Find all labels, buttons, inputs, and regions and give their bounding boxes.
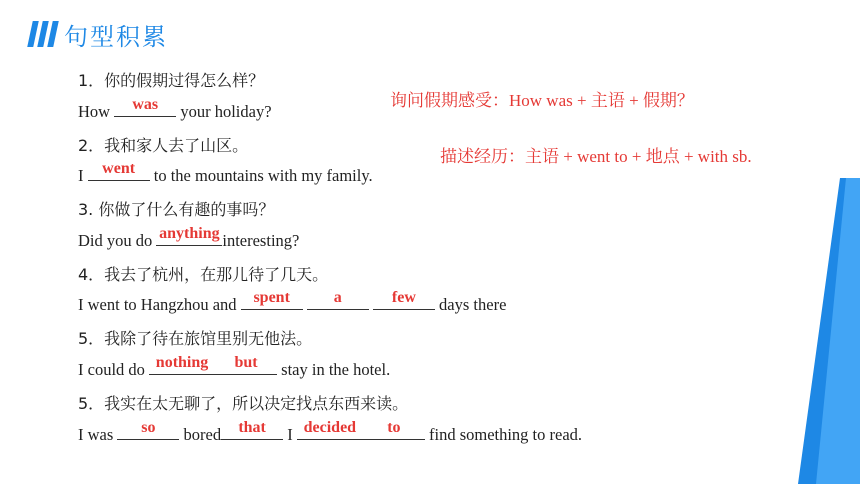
- item-1-chinese: 1．你的假期过得怎么样？: [78, 71, 265, 90]
- answer-text: went: [102, 160, 136, 177]
- answer-blank: [297, 419, 363, 440]
- note-text: 假期？: [642, 91, 694, 111]
- answer-text: decided: [303, 419, 357, 436]
- note-text: +: [624, 91, 643, 110]
- answer-blank: [88, 160, 150, 181]
- section-title: 句型积累: [64, 22, 168, 51]
- answer-text: a: [333, 289, 342, 306]
- answer-text: that: [238, 419, 266, 436]
- item-4-chinese: 4．我去了杭州，在那儿待了几天。: [78, 265, 329, 284]
- item-1-sentence: [78, 96, 272, 122]
- answer-blank: [221, 419, 283, 440]
- item-3-sentence: [78, 225, 300, 251]
- answer-blank: [363, 419, 425, 440]
- sentence-text: I was: [78, 425, 118, 444]
- answer-blank: [149, 354, 215, 375]
- item-5-chinese: 5．我除了待在旅馆里别无他法。: [78, 329, 313, 348]
- answer-text: was: [132, 96, 159, 113]
- answer-text: spent: [253, 289, 290, 306]
- answer-blank: [156, 225, 222, 246]
- note-describe-experience: [440, 142, 752, 167]
- answer-blank: [241, 289, 303, 310]
- note-label: 询问假期感受：: [390, 91, 509, 111]
- sentence-text: How: [78, 102, 115, 121]
- sentence-text: find something to read.: [424, 425, 583, 444]
- answer-blank: [307, 289, 369, 310]
- answer-text: nothing: [155, 354, 209, 371]
- item-2-sentence: [78, 160, 373, 186]
- sentence-text: days there: [434, 295, 507, 314]
- note-text: + went to +: [559, 147, 646, 166]
- answer-text: but: [234, 354, 258, 371]
- answer-text: so: [141, 419, 156, 436]
- answer-text: to: [387, 419, 401, 436]
- note-ask-feeling: [390, 86, 694, 111]
- note-text: + with sb.: [679, 147, 752, 166]
- note-text: 地点: [645, 147, 680, 167]
- sentence-text: I: [78, 166, 88, 185]
- answer-text: anything: [159, 225, 220, 242]
- note-text: 主语: [525, 147, 559, 167]
- note-label: 描述经历：: [440, 147, 525, 167]
- sentence-text: stay in the hotel.: [277, 360, 391, 379]
- sentence-text: Did you do: [78, 231, 157, 250]
- note-text: 主语: [590, 91, 625, 111]
- answer-blank: [114, 96, 176, 117]
- note-text: How was +: [509, 91, 591, 110]
- item-5-sentence: [78, 354, 391, 380]
- sentence-text: interesting?: [222, 231, 300, 250]
- item-6-chinese: 5．我实在太无聊了，所以决定找点东西来读。: [78, 394, 409, 413]
- sentence-text: I went to Hangzhou and: [78, 295, 241, 314]
- item-3-chinese: 3. 你做了什么有趣的事吗？: [78, 200, 275, 219]
- sentence-text: to the mountains with my family.: [149, 166, 373, 185]
- item-2-chinese: 2．我和家人去了山区。: [78, 136, 249, 155]
- decorative-stripe: [798, 178, 860, 484]
- answer-text: few: [391, 289, 416, 306]
- item-6-sentence: [78, 419, 583, 445]
- bars-icon: [30, 21, 56, 47]
- sentence-text: your holiday?: [176, 102, 272, 121]
- item-4-sentence: [78, 289, 507, 315]
- answer-blank: [373, 289, 435, 310]
- answer-blank: [215, 354, 277, 375]
- sentence-text: I could do: [78, 360, 150, 379]
- sentence-text: bored: [179, 425, 222, 444]
- section-header: [30, 18, 168, 50]
- answer-blank: [117, 419, 179, 440]
- sentence-text: I: [283, 425, 297, 444]
